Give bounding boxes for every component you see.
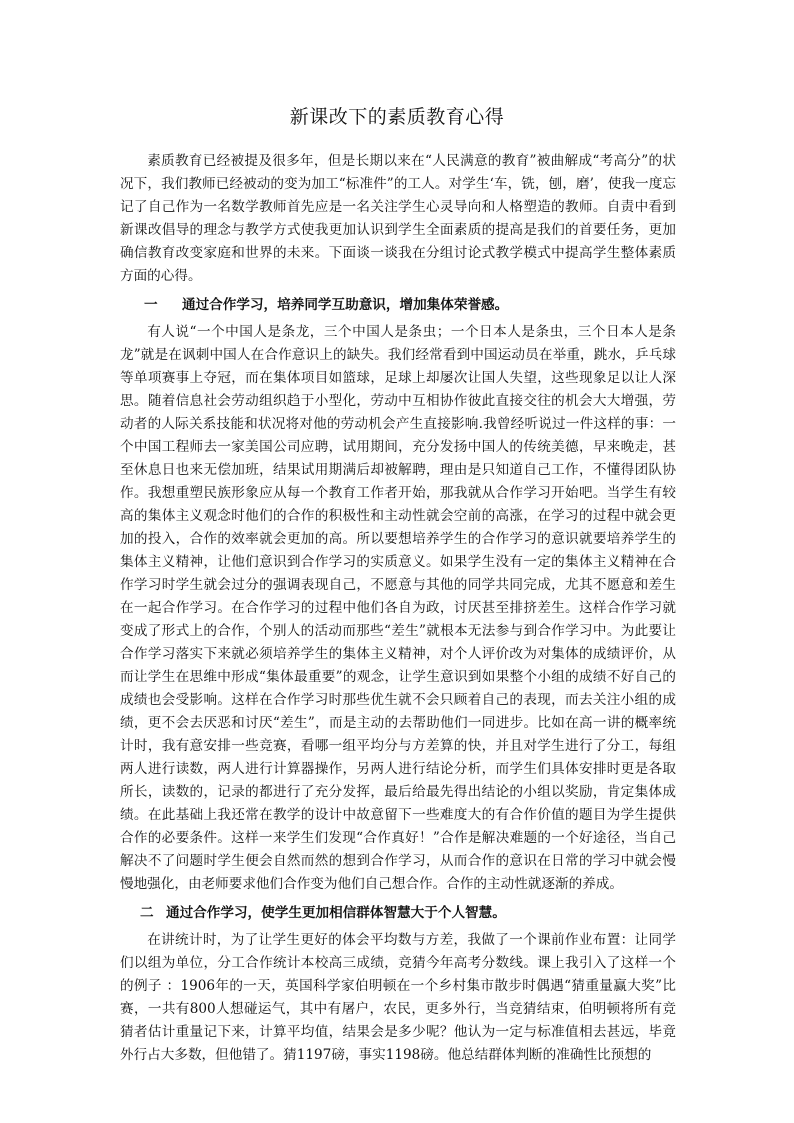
section-1-number: 一 xyxy=(144,297,158,313)
intro-paragraph: 素质教育已经被提及很多年，但是长期以来在“人民满意的教育”被曲解成“考高分”的状况下，我们教师已经被动的变为加工“标准件”的工人。对学生‘车，铣，刨，磨’，使我一度忘记了自己作为一名数学教师首先应是一名关注学生心灵导向和人格塑造的教师。自责中看到新课改倡导的理念与教学方式使我更加认识到学生全面素质的提高是我们的首要任务，更加确信教育改变家庭和世界的未来。下面谈一谈我在分组讨论式教学模式中提高学生整体素质方面的心得。 xyxy=(120,153,676,284)
section-1-heading xyxy=(120,294,676,317)
section-2-heading xyxy=(120,902,676,925)
section-2-heading-text: 通过合作学习，使学生更加相信群体智慧大于个人智慧。 xyxy=(166,905,506,921)
section-2-number: 二 xyxy=(140,905,154,921)
document-body xyxy=(120,150,676,1067)
document-title: 新课改下的素质教育心得 xyxy=(289,106,505,128)
section-2-paragraph: 在讲统计时，为了让学生更好的体会平均数与方差，我做了一个课前作业布置：让同学们以组为单位，分工合作统计本校高三成绩，竞猜今年高考分数线。课上我引入了这样一个的例子 ：1906年的一天，英国科学家伯明顿在一个乡村集市散步时偶遇“猜重量赢大奖”比赛，一共有800人想碰运气，其中有屠户，农民，更多外行，当竞猜结束，伯明顿将所有竞猜者估计重量记下来，计算平均值，结果会是多少呢？他认为一定与标准值相去甚远，毕竟外行占大多数，但他错了。猜1197磅，事实1198磅。他总结群体判断的准确性比预想的 xyxy=(120,932,676,1063)
section-1-paragraph: 有人说“一个中国人是条龙，三个中国人是条虫；一个日本人是条虫，三个日本人是条龙”就是在讽刺中国人在合作意识上的缺失。我们经常看到中国运动员在举重，跳水，乒乓球等单项赛事上夺冠，而在集体项目如篮球，足球上却屡次让国人失望，这些现象足以让人深思。随着信息社会劳动组织趋于小型化，劳动中互相协作彼此直接交往的机会大大增强，劳动者的人际关系技能和状况将对他的劳动机会产生直接影响.我曾经听说过一件这样的事：一个中国工程师去一家美国公司应聘，试用期间，充分发扬中国人的传统美德，早来晚走，甚至休息日也来无偿加班，结果试用期满后却被解聘，理由是只知道自己工作，不懂得团队协作。我想重塑民族形象应从每一个教育工作者开始，那我就从合作学习开始吧。当学生有较高的集体主义观念时他们的合作的积极性和主动性就会空前的高涨，在学习的过程中就会更加的投入，合作的效率就会更加的高。所以要想培养学生的合作学习的意识就要培养学生的集体主义精神，让他们意识到合作学习的实质意义。如果学生没有一定的集体主义精神在合作学习时学生就会过分的强调表现自己，不愿意与其他的同学共同完成，尤其不愿意和差生在一起合作学习。在合作学习的过程中他们各自为政，讨厌甚至排挤差生。这样合作学习就变成了形式上的合作，个别人的活动而那些“差生”就根本无法参与到合作学习中。为此要让合作学习落实下来就必须培养学生的集体主义精神，对个人评价改为对集体的成绩评价，从而让学生在思维中形成“集体最重要”的观念，让学生意识到如果整个小组的成绩不好自己的成绩也会受影响。这样在合作学习时那些优生就不会只顾着自己的表现，而去关注小组的成绩，更不会去厌恶和讨厌“差生”，而是主动的去帮助他们一同进步。比如在高一讲的概率统计时，我有意安排一些竞赛，看哪一组平均分与方差算的快，并且对学生进行了分工，每组两人进行读数，两人进行计算器操作，另两人进行结论分析，而学生们具体安排时更是各取所长，读数的，记录的都进行了充分发挥，最后给最先得出结论的小组以奖励，肯定集体成绩。在此基础上我还常在教学的设计中故意留下一些难度大的有合作价值的题目为学生提供合作的必要条件。这样一来学生们发现“合作真好！”合作是解决难题的一个好途径，当自己解决不了问题时学生便会自然而然的想到合作学习，从而合作的意识在日常的学习中就会慢慢地强化，由老师要求他们合作变为他们自己想合作。合作的主动性就逐渐的养成。 xyxy=(120,324,676,892)
section-1-heading-text: 通过合作学习，培养同学互助意识，增加集体荣誉感。 xyxy=(182,297,509,313)
